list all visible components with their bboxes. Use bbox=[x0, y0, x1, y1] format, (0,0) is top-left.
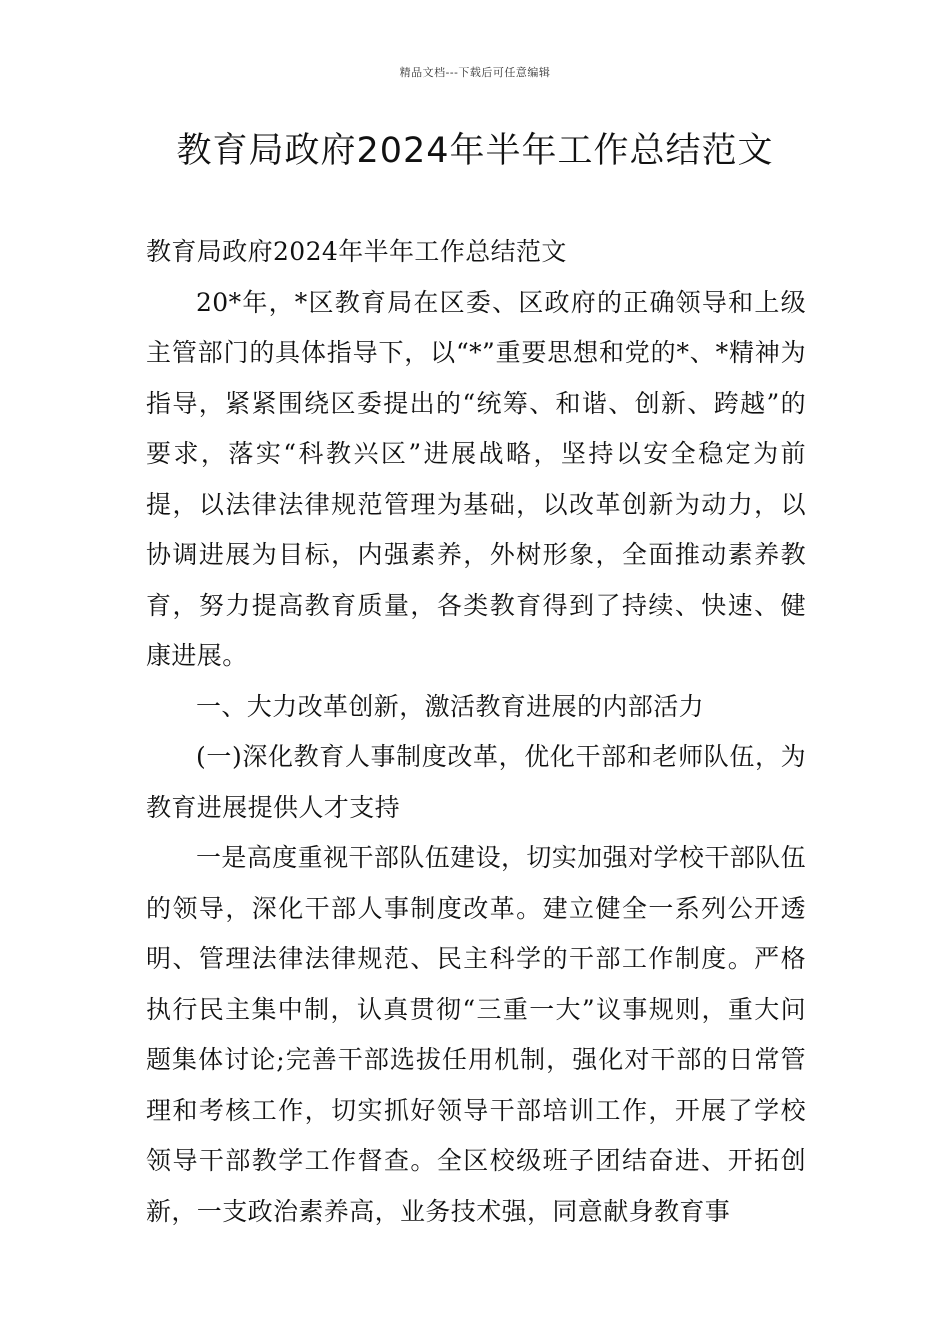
body-paragraph: 一是高度重视干部队伍建设，切实加强对学校干部队伍的领导，深化干部人事制度改革。建立健全一系列公开透明、管理法律法律规范、民主科学的干部工作制度。严格执行民主集中制，认真贯彻“三重一大”议事规则，重大问题集体讨论;完善干部选拔任用机制，强化对干部的日常管理和考核工作，切实抓好领导干部培训工作，开展了学校领导干部教学工作督查。全区校级班子团结奋进、开拓创新，一支政治素养高，业务技术强，同意献身教育事 bbox=[146, 843, 806, 1226]
subsection-heading: (一)深化教育人事制度改革，优化干部和老师队伍，为教育进展提供人才支持 bbox=[146, 742, 806, 822]
document-title: 教育局政府2024年半年工作总结范文 bbox=[176, 131, 774, 171]
document-body bbox=[146, 227, 806, 1237]
section-heading: 一、大力改革创新，激活教育进展的内部活力 bbox=[196, 691, 705, 721]
header-note: 精品文档---下载后可任意编辑 bbox=[399, 66, 551, 79]
body-subtitle: 教育局政府2024年半年工作总结范文 bbox=[146, 237, 567, 266]
body-paragraph: 20*年，*区教育局在区委、区政府的正确领导和上级主管部门的具体指导下，以“*”重要思想和党的*、*精神为指导，紧紧围绕区委提出的“统筹、和谐、创新、跨越”的要求，落实“科教兴区”进展战略，坚持以安全稳定为前提，以法律法律规范管理为基础，以改革创新为动力，以协调进展为目标，内强素养，外树形象，全面推动素养教育，努力提高教育质量，各类教育得到了持续、快速、健康进展。 bbox=[146, 287, 806, 670]
